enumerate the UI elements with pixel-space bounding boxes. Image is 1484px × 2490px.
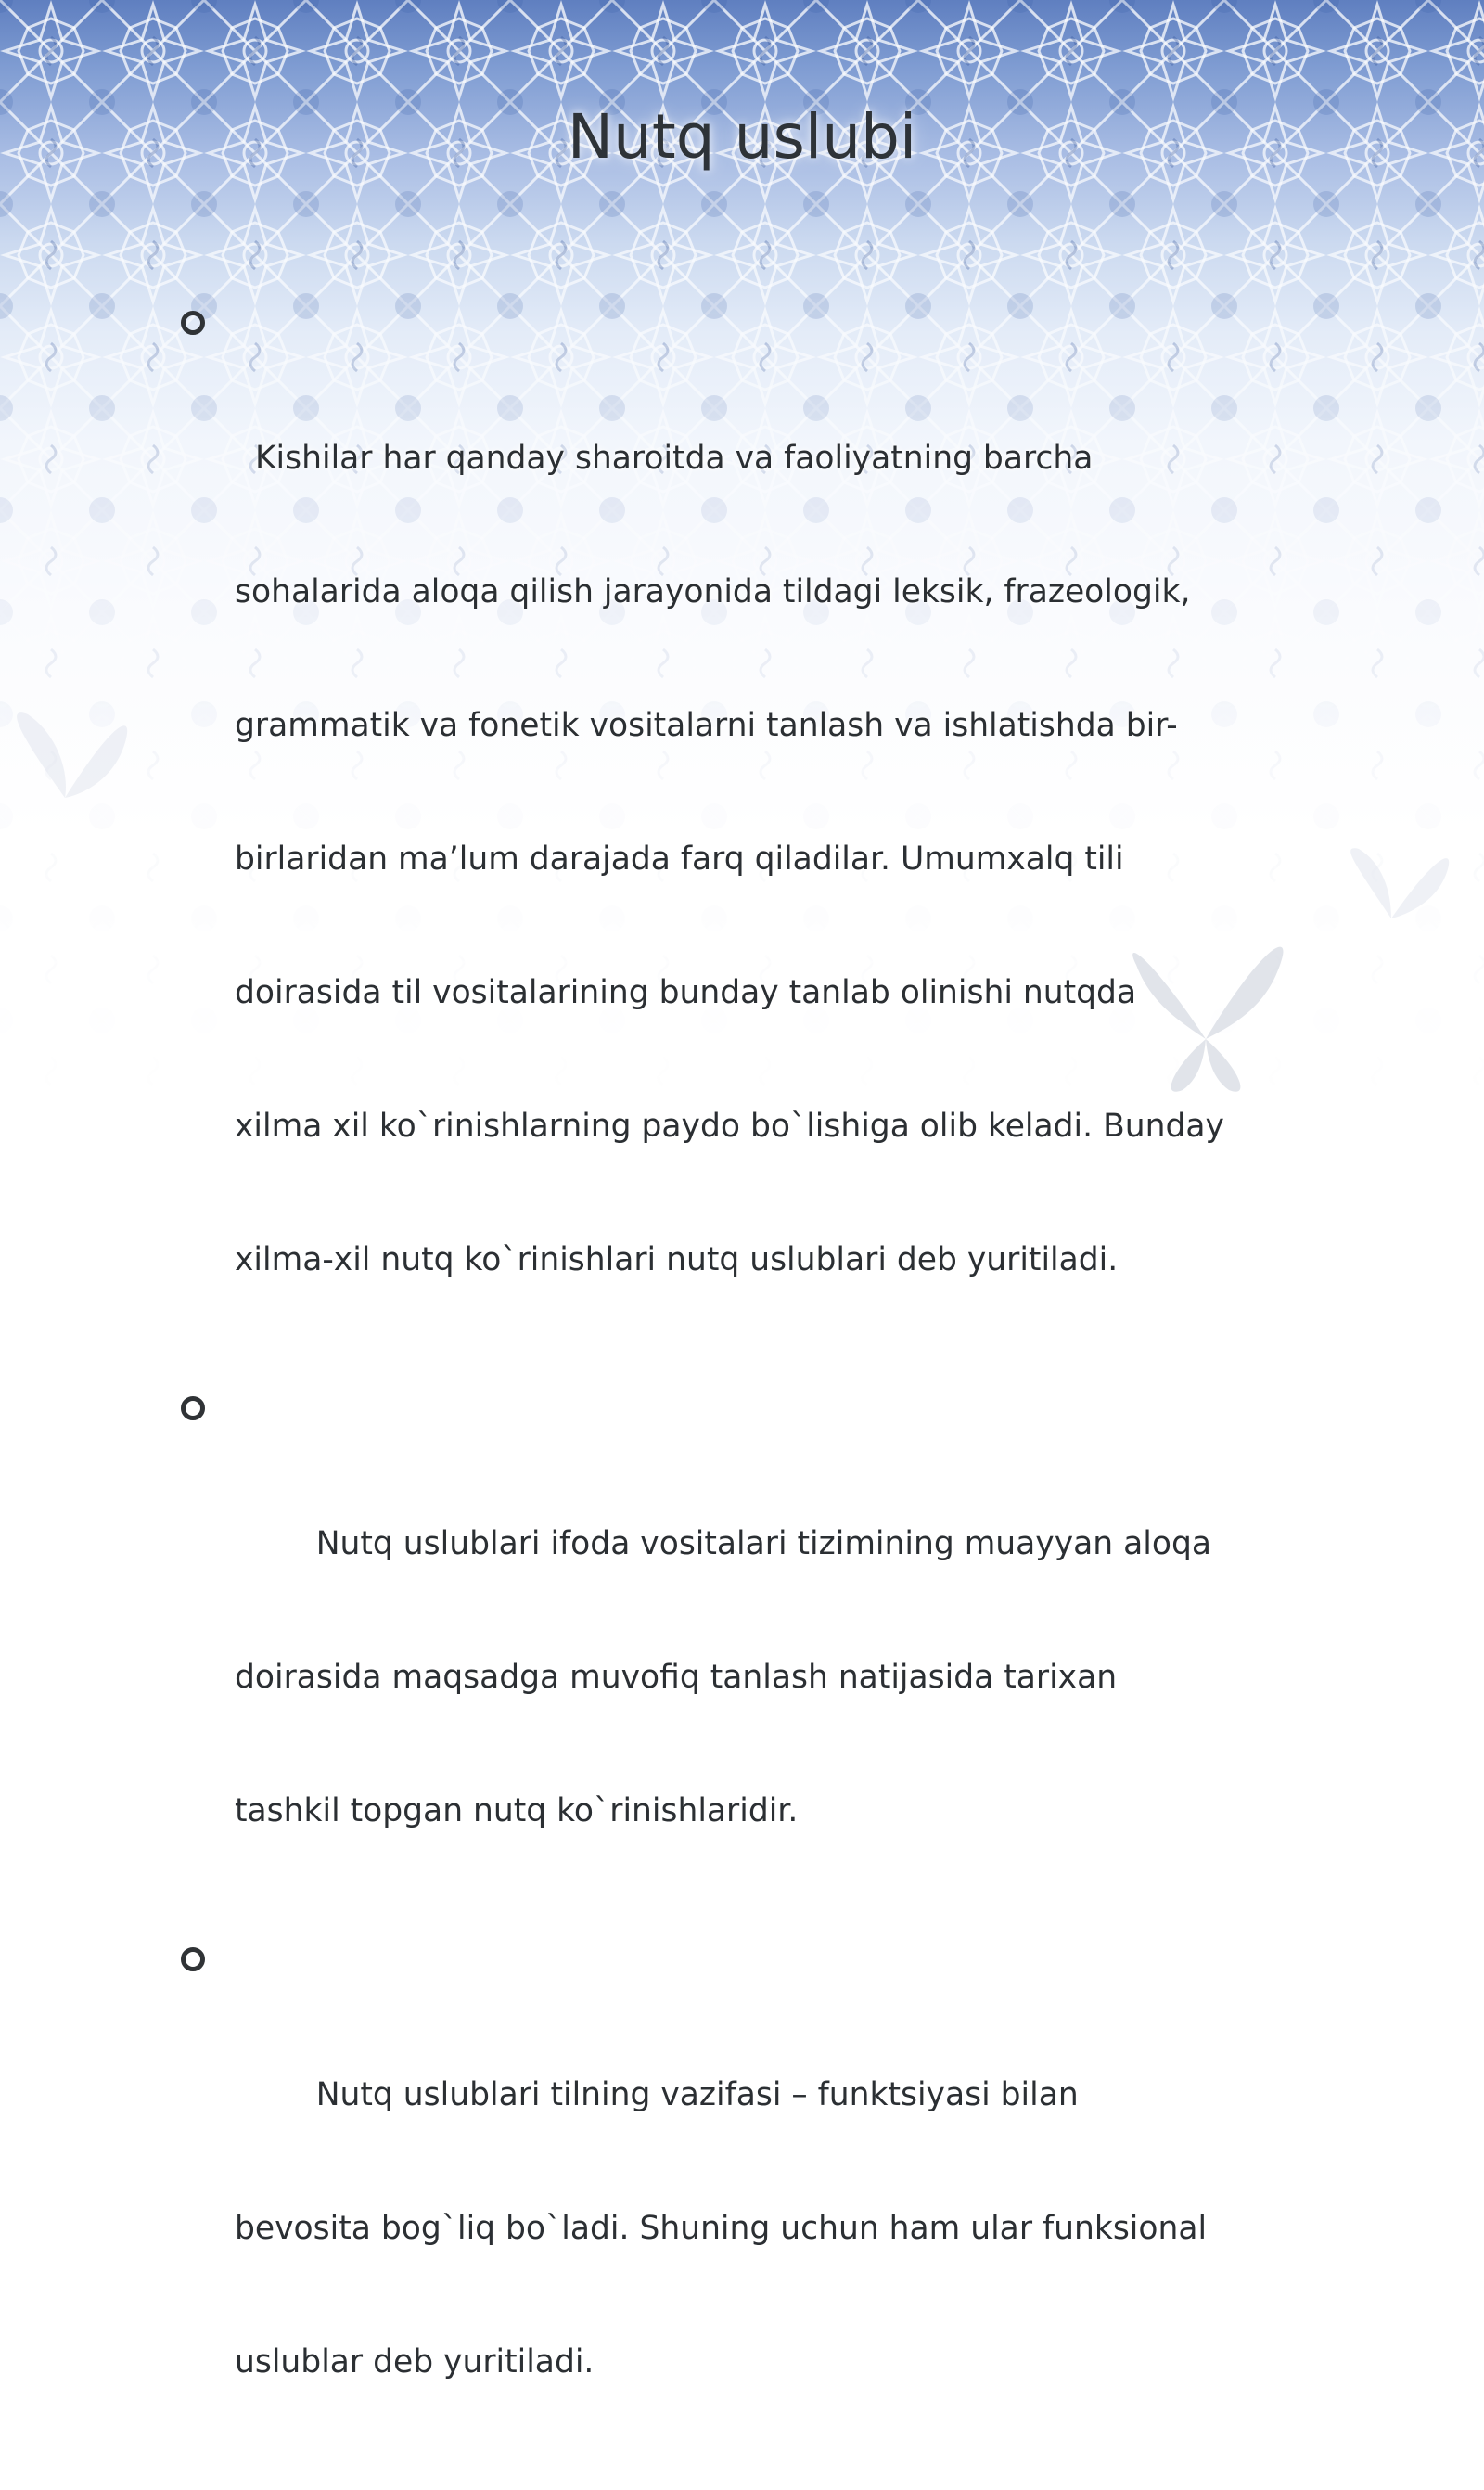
bullet-line: Nutq uslublari tilning vazifasi – funktsiyasi bilan — [235, 2076, 1079, 2113]
bullet-line: Kishilar har qanday sharoitda va faoliyatning barcha — [235, 440, 1094, 477]
bullet-line: sohalarida aloqa qilish jarayonida tildagi leksik, frazeologik, — [235, 573, 1191, 610]
bullet-item — [180, 1939, 1321, 2473]
hollow-circle-bullet-icon — [181, 1396, 205, 1420]
bullet-line: xilma-xil nutq ko`rinishlari nutq uslublari deb yuritiladi. — [235, 1241, 1119, 1278]
hollow-circle-bullet-icon — [181, 1947, 205, 1971]
bullet-list — [180, 302, 1321, 2490]
bullet-line: tashkil topgan nutq ko`rinishlaridir. — [235, 1792, 799, 1829]
bullet-line: xilma xil ko`rinishlarning paydo bo`lishiga olib keladi. Bunday — [235, 1108, 1224, 1145]
bullet-line: uslublar deb yuritiladi. — [235, 2343, 595, 2381]
bullet-line: doirasida maqsadga muvofiq tanlash natijasida tarixan — [235, 1659, 1118, 1696]
bullet-line: Nutq uslublari ifoda vositalari tizimining muayyan aloqa — [235, 1525, 1211, 1562]
bullet-line: birlaridan ma’lum darajada farq qiladilar. Umumxalq tili — [235, 841, 1124, 878]
hollow-circle-bullet-icon — [181, 311, 205, 335]
bullet-item — [180, 302, 1321, 1371]
bullet-line: bevosita bog`liq bo`ladi. Shuning uchun ham ular funksional — [235, 2210, 1208, 2247]
bullet-item — [180, 1388, 1321, 1922]
bullet-line: grammatik va fonetik vositalarni tanlash va ishlatishda bir- — [235, 707, 1178, 744]
bullet-line: doirasida til vositalarining bunday tanlab olinishi nutqda — [235, 974, 1137, 1011]
slide-title: Nutq uslubi — [567, 101, 917, 173]
